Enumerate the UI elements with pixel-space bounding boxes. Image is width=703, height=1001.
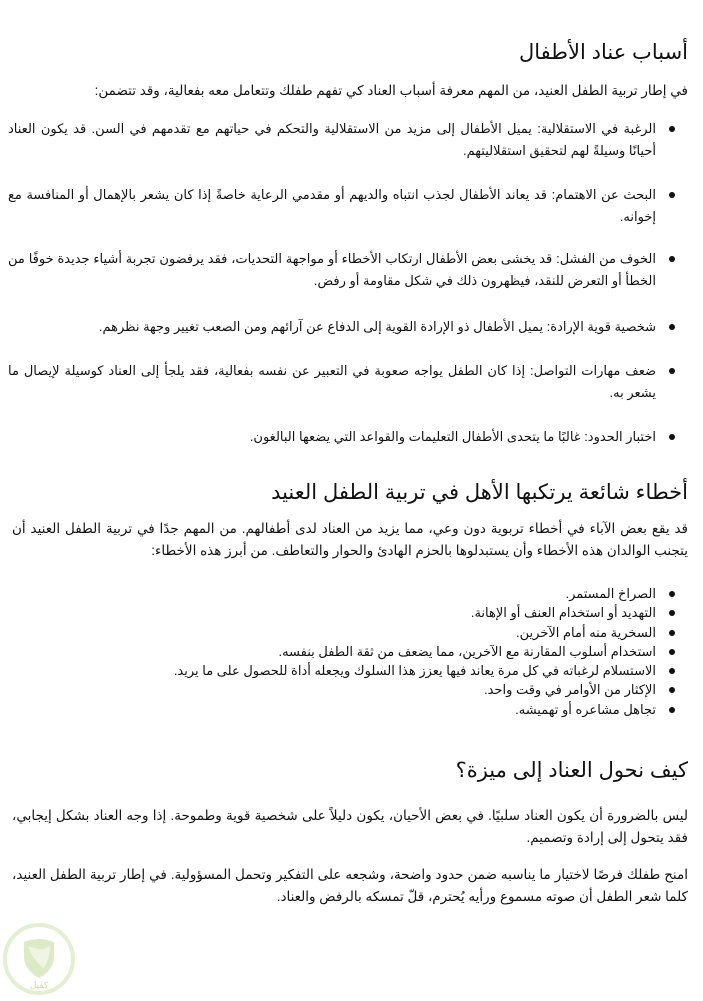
list-item: الخوف من الفشل: قد يخشى بعض الأطفال ارتكاب الأخطاء أو مواجهة التحديات، فقد يرفضون تجربة أشياء جديدة خوفًا من الخطأ أو التعرض للنقد، فيظهرون ذلك في شكل مقاومة أو رفض.: [8, 248, 696, 316]
advantage-paragraph-1: ليس بالضرورة أن يكون العناد سلبيًا. في بعض الأحيان، يكون دليلاً على شخصية قوية وطموحة. إذا وجه العناد بشكل إيجابي، فقد يتحول إلى إرادة وتصميم.: [12, 808, 688, 845]
list-item: الإكثار من الأوامر في وقت واحد.: [8, 680, 696, 699]
list-item: السخرية منه أمام الآخرين.: [8, 623, 696, 642]
list-item: التهديد أو استخدام العنف أو الإهانة.: [8, 603, 696, 622]
watermark-text: كفيل: [29, 981, 49, 991]
list-item: استخدام أسلوب المقارنة مع الآخرين، مما يضعف من ثقة الطفل بنفسه.: [8, 642, 696, 661]
list-item: الاستسلام لرغباته في كل مرة يعاند فيها يعزز هذا السلوك ويجعله أداة للحصول على ما يريد.: [8, 661, 696, 680]
list-item: ضعف مهارات التواصل: إذا كان الطفل يواجه صعوبة في التعبير عن نفسه بفعالية، فقد يلجأ إلى العناد كوسيلة لإيصال ما يشعر به.: [8, 360, 696, 426]
section-title-causes: أسباب عناد الأطفال: [518, 41, 688, 64]
list-item: تجاهل مشاعره أو تهميشه.: [8, 700, 696, 719]
list-item: الصراخ المستمر.: [8, 584, 696, 603]
mistakes-list: [8, 584, 696, 719]
list-item: شخصية قوية الإرادة: يميل الأطفال ذو الإرادة القوية إلى الدفاع عن آرائهم ومن الصعب تغيير وجهة نظرهم.: [8, 316, 696, 360]
list-item: اختبار الحدود: غالبًا ما يتحدى الأطفال التعليمات والقواعد التي يضعها البالغون.: [8, 426, 696, 448]
list-item: الرغبة في الاستقلالية: يميل الأطفال إلى مزيد من الاستقلالية والتحكم في حياتهم مع تقدمهم في السن. قد يكون العناد أحيانًا وسيلةً لهم لتحقيق استقلاليتهم.: [8, 118, 696, 184]
shield-logo-icon: [2, 922, 76, 996]
section-title-mistakes: أخطاء شائعة يرتكبها الأهل في تربية الطفل العنيد: [271, 481, 688, 504]
causes-intro: في إطار تربية الطفل العنيد، من المهم معرفة أسباب العناد كي تفهم طفلك وتتعامل معه بفعالية، وقد تتضمن:: [94, 83, 688, 98]
watermark-logo: [2, 922, 76, 996]
advantage-paragraph-2: امنح طفلك فرصًا لاختيار ما يناسبه ضمن حدود واضحة، وشجعه على التفكير وتحمل المسؤولية. في إطار تربية الطفل العنيد، كلما شعر الطفل أن صوته مسموع ورأيه يُحترم، قلّ تمسكه بالرفض والعناد.: [12, 867, 688, 904]
causes-list: [8, 118, 696, 448]
mistakes-intro: قد يقع بعض الآباء في أخطاء تربوية دون وعي، مما يزيد من العناد لدى أطفالهم. من المهم جدًا في تربية الطفل العنيد أن يتجنب الوالدان هذه الأخطاء وأن يستبدلوها بالحزم الهادئ والحوار والتعاطف. من أبرز هذه الأخطاء:: [12, 521, 688, 558]
list-item: البحث عن الاهتمام: قد يعاند الأطفال لجذب انتباه والديهم أو مقدمي الرعاية خاصةً إذا كان يشعر بالإهمال أو المنافسة مع إخوانه.: [8, 184, 696, 248]
document-page: [8, 0, 696, 1000]
section-title-advantage: كيف نحول العناد إلى ميزة؟: [455, 759, 688, 782]
